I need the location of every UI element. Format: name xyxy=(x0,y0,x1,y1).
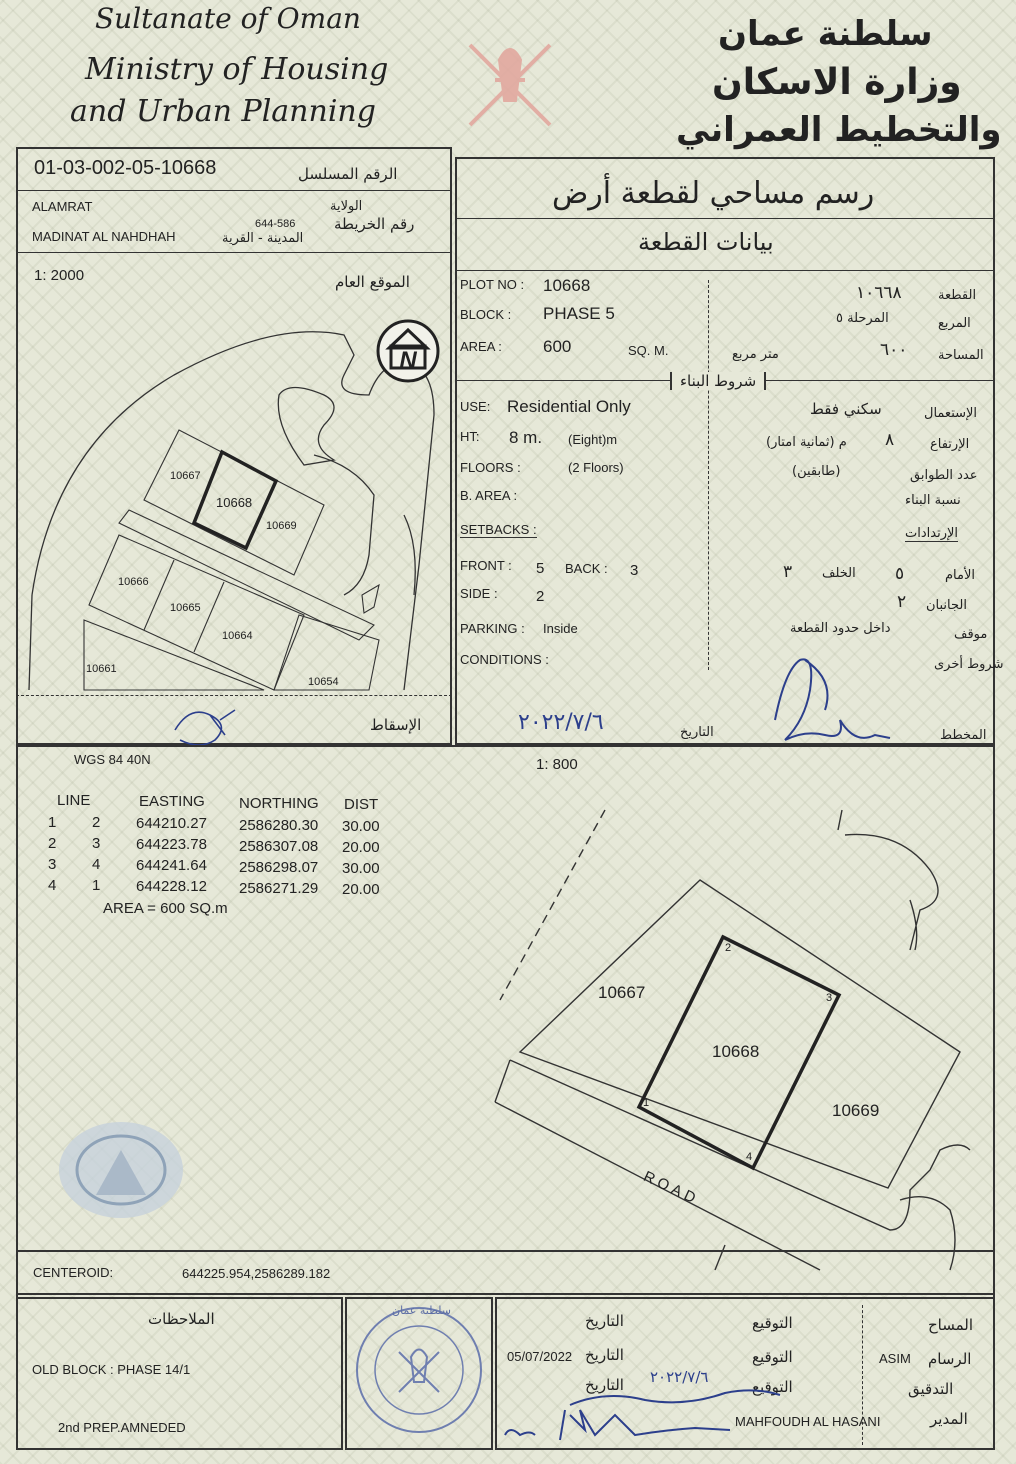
map-no-label: رقم الخريطة xyxy=(334,215,415,233)
row4-dist: 20.00 xyxy=(342,881,380,898)
datum: WGS 84 40N xyxy=(74,752,151,767)
checker-date-label: التاريخ xyxy=(585,1376,624,1394)
height-ar-unit: م (ثمانية امتار) xyxy=(766,435,847,450)
drafter-date-label: التاريخ xyxy=(585,1346,624,1364)
area-total: AREA = 600 SQ.m xyxy=(103,900,228,917)
drafter-date: 05/07/2022 xyxy=(507,1349,573,1364)
title-sub: بيانات القطعة xyxy=(638,228,774,256)
back-value: 3 xyxy=(630,562,639,579)
row4-easting: 644228.12 xyxy=(136,878,207,895)
setbacks-label: SETBACKS : xyxy=(460,522,537,537)
checker-label: التدقيق xyxy=(908,1380,954,1398)
row1-from: 1 xyxy=(48,814,57,831)
plot-no-ar-label: القطعة xyxy=(938,288,977,303)
centroid-label: CENTEROID: xyxy=(33,1265,114,1280)
parking-label: PARKING : xyxy=(460,621,525,636)
plot-left-label: 10667 xyxy=(598,983,646,1002)
row3-from: 3 xyxy=(48,856,57,873)
col-northing: NORTHING xyxy=(239,795,319,812)
location-scale: 1: 2000 xyxy=(34,267,85,284)
row3-easting: 644241.64 xyxy=(136,857,207,874)
side-ar-value: ٢ xyxy=(897,592,907,612)
row2-northing: 2586307.08 xyxy=(239,838,319,855)
drafter-label: الرسام xyxy=(928,1350,972,1368)
setbacks-ar-label: الإرتدادات xyxy=(905,526,958,541)
planner-handwritten-date: ٢٠٢٢/٧/٦ xyxy=(518,710,604,735)
loc-plot-10664: 10664 xyxy=(222,630,253,642)
notes-title: الملاحظات xyxy=(148,1310,215,1328)
back-ar-value: ٣ xyxy=(783,562,793,582)
drafter-name: ASIM xyxy=(879,1351,911,1366)
header-en-line3: and Urban Planning xyxy=(70,94,376,129)
detail-scale: 1: 800 xyxy=(536,756,578,773)
plot-main-label: 10668 xyxy=(712,1042,760,1061)
corner-4: 4 xyxy=(746,1151,753,1163)
height-value: 8 m. xyxy=(509,428,543,447)
row3-dist: 30.00 xyxy=(342,860,380,877)
header-ar-line2: وزارة الاسكان xyxy=(712,62,962,103)
general-location-label: الموقع العام xyxy=(335,273,410,291)
row2-to: 3 xyxy=(92,835,101,852)
header-ar-line3: والتخطيط العمراني xyxy=(676,110,1002,150)
projection-scribble xyxy=(170,700,250,750)
use-ar-label: الإستعمال xyxy=(924,406,978,421)
planner-date-label: التاريخ xyxy=(680,725,714,740)
projection-label: الإسقاط xyxy=(370,716,422,734)
old-block-note: OLD BLOCK : PHASE 14/1 xyxy=(32,1362,191,1377)
use-value: Residential Only xyxy=(507,397,631,416)
parking-ar-label: موقف xyxy=(954,627,988,642)
row1-northing: 2586280.30 xyxy=(239,817,319,834)
plot-no-value: 10668 xyxy=(543,276,591,295)
centroid-value: 644225.954,2586289.182 xyxy=(182,1266,331,1281)
row3-northing: 2586298.07 xyxy=(239,859,319,876)
row3-to: 4 xyxy=(92,856,101,873)
side-ar-label: الجانبان xyxy=(926,598,967,613)
official-seal-icon xyxy=(349,1302,489,1442)
drafter-signature-label: التوقيع xyxy=(752,1348,793,1366)
loc-plot-10666: 10666 xyxy=(118,576,149,588)
building-area-ar-label: نسبة البناء xyxy=(905,493,961,508)
area-unit: SQ. M. xyxy=(628,343,669,358)
prep-note: 2nd PREP.AMNEDED xyxy=(58,1420,186,1435)
serial-value: 01-03-002-05-10668 xyxy=(34,157,217,179)
loc-plot-10669: 10669 xyxy=(266,520,297,532)
area-ar-unit: متر مربع xyxy=(732,347,779,362)
plot-right-label: 10669 xyxy=(832,1101,880,1120)
centroid-bar xyxy=(16,1250,995,1295)
loc-plot-10668: 10668 xyxy=(216,495,253,510)
side-value: 2 xyxy=(536,588,545,605)
wilayat-value: ALAMRAT xyxy=(32,199,93,214)
parking-value: Inside xyxy=(543,621,578,636)
surveyor-label: المساح xyxy=(928,1316,974,1334)
town-value: MADINAT AL NAHDHAH xyxy=(32,229,176,244)
col-easting: EASTING xyxy=(139,793,205,810)
floors-label: FLOORS : xyxy=(460,460,521,475)
row1-easting: 644210.27 xyxy=(136,815,207,832)
side-label: SIDE : xyxy=(460,586,498,601)
header-en-line2: Ministry of Housing xyxy=(85,52,389,87)
floors-value: (2 Floors) xyxy=(568,460,624,475)
floors-ar-value: (طابقين) xyxy=(792,464,841,479)
wilayat-label: الولاية xyxy=(330,199,363,214)
director-name: MAHFOUDH AL HASANI xyxy=(735,1414,881,1429)
height-ar-value: ٨ xyxy=(885,430,895,450)
director-signature xyxy=(495,1400,735,1450)
map-no-value: 644-586 xyxy=(255,218,296,230)
front-ar-value: ٥ xyxy=(895,564,905,584)
row2-dist: 20.00 xyxy=(342,839,380,856)
area-ar-label: المساحة xyxy=(938,348,984,363)
block-ar-value: المرحلة ٥ xyxy=(836,311,889,326)
block-label: BLOCK : xyxy=(460,307,512,322)
col-line: LINE xyxy=(57,792,91,809)
conditions-label: CONDITIONS : xyxy=(460,652,549,667)
area-ar-value: ٦٠٠ xyxy=(880,340,908,360)
loc-plot-10665: 10665 xyxy=(170,602,201,614)
hologram-icon xyxy=(56,1120,186,1220)
drafter-handwritten-date: ٢٠٢٢/٧/٦ xyxy=(650,1368,709,1386)
back-label: BACK : xyxy=(565,561,608,576)
use-ar-value: سكني فقط xyxy=(810,400,882,418)
use-label: USE: xyxy=(460,399,491,414)
row4-from: 4 xyxy=(48,877,57,894)
front-ar-label: الأمام xyxy=(945,568,975,583)
area-label: AREA : xyxy=(460,339,502,354)
loc-plot-10661: 10661 xyxy=(86,663,117,675)
conditions-ar-label: شروط أخرى xyxy=(934,657,1004,672)
national-emblem-icon xyxy=(455,25,565,145)
plot-no-ar-value: ١٠٦٦٨ xyxy=(856,283,902,303)
row1-dist: 30.00 xyxy=(342,818,380,835)
front-value: 5 xyxy=(536,560,545,577)
corner-1: 1 xyxy=(643,1097,650,1109)
height-words: (Eight)m xyxy=(568,432,618,447)
surveyor-signature-label: التوقيع xyxy=(752,1314,793,1332)
row2-easting: 644223.78 xyxy=(136,836,207,853)
planner-label: المخطط xyxy=(940,728,987,743)
corner-3: 3 xyxy=(826,992,833,1004)
area-value: 600 xyxy=(543,337,572,356)
col-dist: DIST xyxy=(344,796,379,813)
floors-ar-label: عدد الطوابق xyxy=(910,468,978,483)
block-ar-label: المربع xyxy=(938,316,971,331)
director-label: المدير xyxy=(930,1410,968,1428)
seal-text: سلطنة عمان xyxy=(392,1304,451,1317)
back-ar-label: الخلف xyxy=(822,566,856,581)
north-arrow-icon xyxy=(375,318,441,384)
parking-ar-value: داخل حدود القطعة xyxy=(790,621,891,636)
corner-2: 2 xyxy=(725,942,732,954)
road-label: ROAD xyxy=(640,1168,702,1209)
row4-to: 1 xyxy=(92,877,101,894)
plot-no-label: PLOT NO : xyxy=(460,277,525,292)
header-ar-line1: سلطنة عمان xyxy=(718,14,933,54)
block-value: PHASE 5 xyxy=(543,304,615,323)
header-en-line1: Sultanate of Oman xyxy=(95,2,361,35)
row1-to: 2 xyxy=(92,814,101,831)
front-label: FRONT : xyxy=(460,558,512,573)
height-label: HT: xyxy=(460,429,480,444)
town-label: المدينة - القرية xyxy=(222,231,304,246)
title-main: رسم مساحي لقطعة أرض xyxy=(552,176,875,211)
height-ar-label: الإرتفاع xyxy=(930,437,970,452)
serial-label: الرقم المسلسل xyxy=(298,165,398,183)
surveyor-date-label: التاريخ xyxy=(585,1312,624,1330)
checker-signature-label: التوقيع xyxy=(752,1378,793,1396)
loc-plot-10667: 10667 xyxy=(170,470,201,482)
building-conditions-heading: شروط البناء xyxy=(670,372,766,390)
loc-plot-10654: 10654 xyxy=(308,676,339,688)
row4-northing: 2586271.29 xyxy=(239,880,319,897)
row2-from: 2 xyxy=(48,835,57,852)
building-area-label: B. AREA : xyxy=(460,488,518,503)
svg-text:N: N xyxy=(399,347,417,374)
planner-signature xyxy=(745,650,895,750)
detail-map xyxy=(490,790,970,1270)
